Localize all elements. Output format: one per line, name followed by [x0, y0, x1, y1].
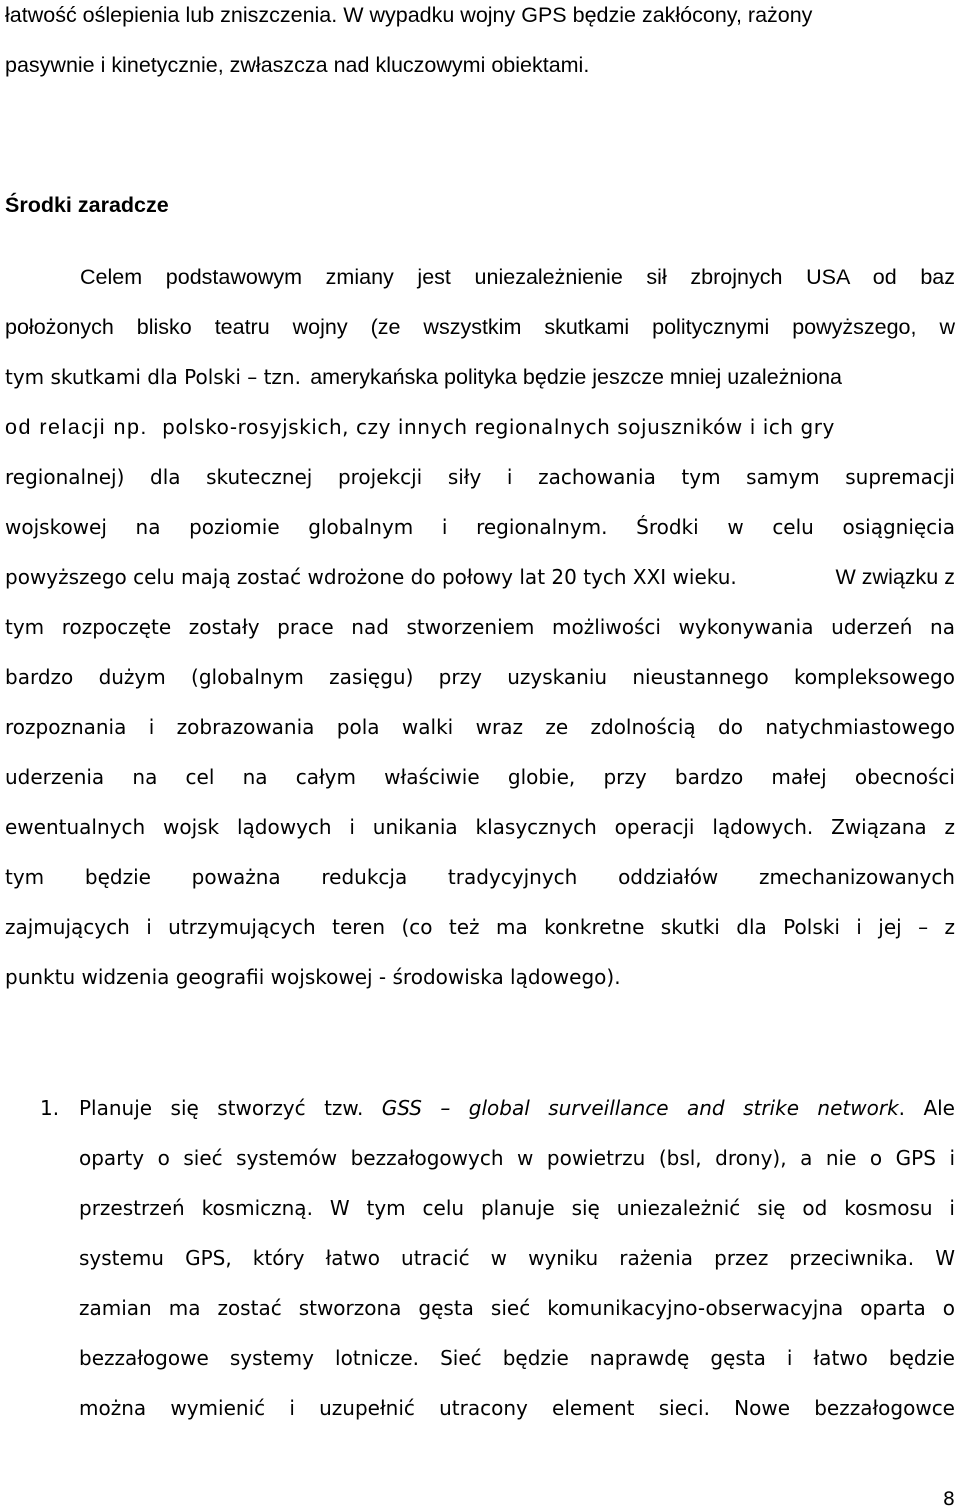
body-text-line	[5, 414, 955, 440]
body-text-segment: W związku z	[835, 565, 955, 589]
body-text-segment: polsko-rosyjskich, czy innych regionalnych sojuszników i ich gry	[162, 415, 835, 439]
page-number: 8	[942, 1488, 955, 1510]
list-item-line: bezzałogowe systemy lotnicze. Sieć będzie naprawdę gęsta i łatwo będzie	[79, 1346, 955, 1370]
body-text-line: tym będzie poważna redukcja tradycyjnych oddziałów zmechanizowanych	[5, 865, 955, 889]
body-text-line: łatwość oślepienia lub zniszczenia. W wypadku wojny GPS będzie zakłócony, rażony	[5, 3, 813, 27]
body-text-segment: tym skutkami dla Polski – tzn.	[5, 365, 301, 389]
list-item-line	[79, 1095, 955, 1121]
body-text-line: ewentualnych wojsk lądowych i unikania klasycznych operacji lądowych. Związana z	[5, 815, 955, 839]
list-item-line: systemu GPS, który łatwo utracić w wyniku rażenia przez przeciwnika. W	[79, 1246, 955, 1270]
body-text-line: rozpoznania i zobrazowania pola walki wraz ze zdolnością do natychmiastowego	[5, 715, 955, 739]
body-text-line: zajmujących i utrzymujących teren (co też ma konkretne skutki dla Polski i jej – z	[5, 915, 955, 939]
body-text-line: bardzo dużym (globalnym zasięgu) przy uzyskaniu nieustannego kompleksowego	[5, 665, 955, 689]
body-text-line: wojskowej na poziomie globalnym i regionalnym. Środki w celu osiągnięcia	[5, 515, 955, 539]
body-text-line	[5, 564, 955, 590]
section-heading: Środki zaradcze	[5, 193, 169, 217]
body-text-line: Celem podstawowym zmiany jest uniezależnienie sił zbrojnych USA od baz	[80, 265, 955, 289]
body-text-segment: amerykańska polityka będzie jeszcze mniej uzależniona	[310, 365, 843, 389]
body-text-line: uderzenia na cel na całym właściwie globie, przy bardzo małej obecności	[5, 765, 955, 789]
body-text-line: regionalnej) dla skutecznej projekcji siły i zachowania tym samym supremacji	[5, 465, 955, 489]
body-text-line: pasywnie i kinetycznie, zwłaszcza nad kluczowymi obiektami.	[5, 53, 590, 77]
body-text-line	[5, 364, 955, 390]
body-text-line: położonych blisko teatru wojny (ze wszystkim skutkami politycznymi powyższego, w	[5, 315, 955, 339]
list-text-segment: Planuje się stworzyć tzw.	[79, 1096, 364, 1120]
list-item-number: 1.	[40, 1096, 60, 1120]
list-item-line: można wymienić i uzupełnić utracony element sieci. Nowe bezzałogowce	[79, 1396, 955, 1420]
body-text-segment: powyższego celu mają zostać wdrożone do połowy lat 20 tych XXI wieku.	[5, 565, 737, 589]
body-text-segment: od relacji np.	[5, 415, 148, 439]
list-item-line: przestrzeń kosmiczną. W tym celu planuje się uniezależnić się od kosmosu i	[79, 1196, 955, 1220]
list-item-line: oparty o sieć systemów bezzałogowych w powietrzu (bsl, drony), a nie o GPS i	[79, 1146, 955, 1170]
body-text-line: tym rozpoczęte zostały prace nad stworzeniem możliwości wykonywania uderzeń na	[5, 615, 955, 639]
body-text-line: punktu widzenia geografii wojskowej - środowiska lądowego).	[5, 965, 621, 989]
list-text-italic: GSS – global surveillance and strike network	[381, 1096, 899, 1120]
list-item-line: zamian ma zostać stworzona gęsta sieć komunikacyjno-obserwacyjna oparta o	[79, 1296, 955, 1320]
list-text-segment: . Ale	[898, 1096, 955, 1120]
